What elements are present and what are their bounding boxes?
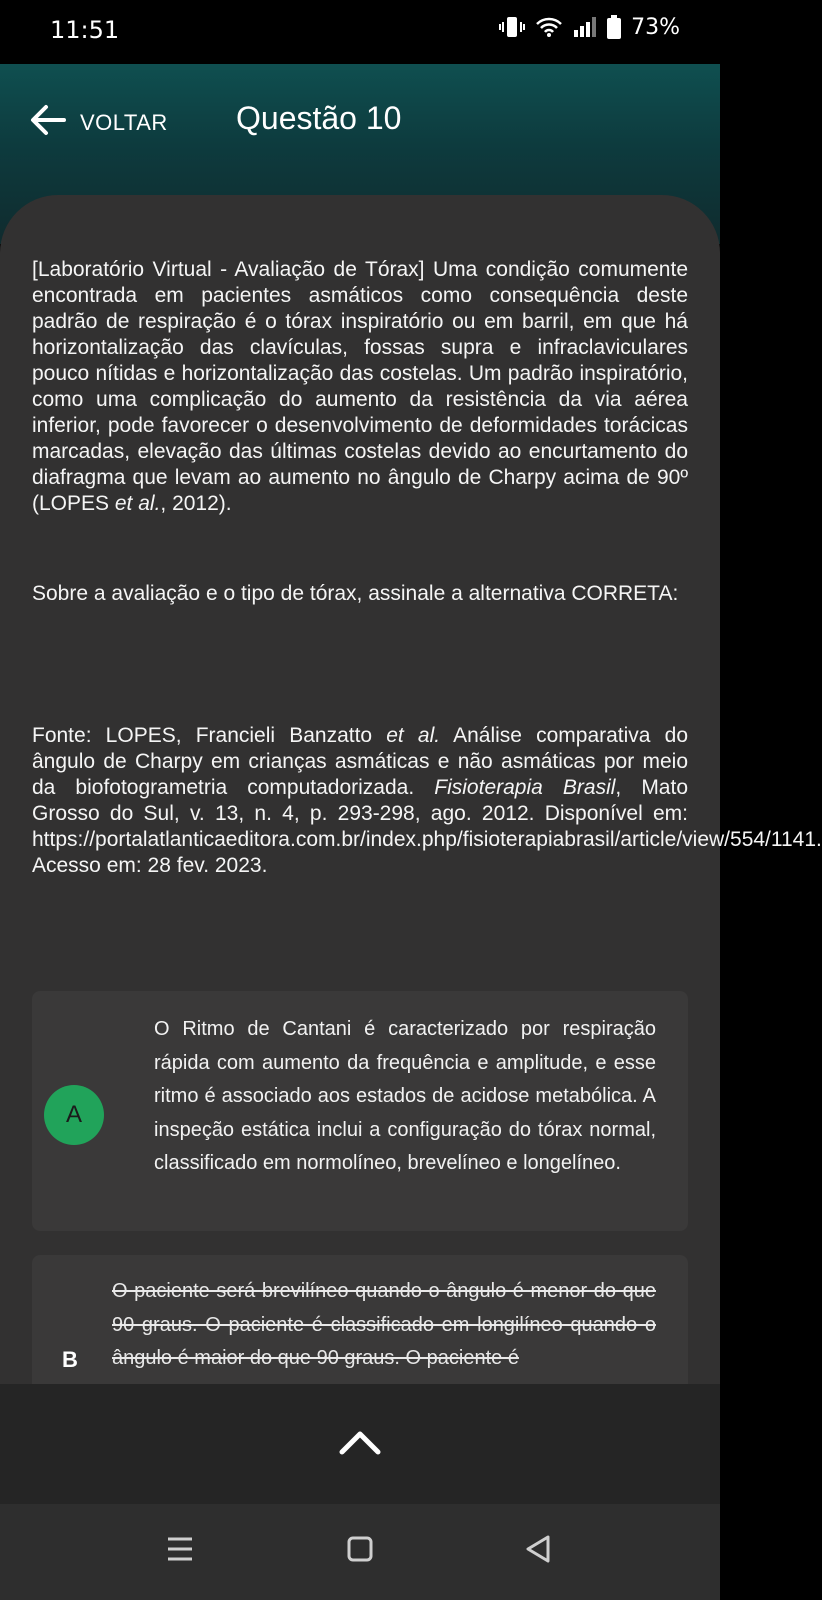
question-card xyxy=(0,195,822,1385)
menu-lines-icon[interactable] xyxy=(166,1534,194,1569)
option-a[interactable] xyxy=(32,991,688,1231)
question-source: Fonte: LOPES, Francieli Banzatto et al. Análise comparativa do ângulo de Charpy em crianças asmáticas e não asmáticas por meio da biofotogrametria computadorizada. Fisioterapia Brasil, Mato Grosso do Sul, v. 13, n. 4, p. 293-298, ago. 2012. Disponível em: https://portalatlanticaeditora.com.br/index.php/fisioterapiabrasil/article/view/554/1141. Acesso em: 28 fev. 2023. xyxy=(32,724,822,877)
status-bar xyxy=(0,0,720,64)
chevron-up-icon xyxy=(338,1428,382,1461)
back-label: VOLTAR xyxy=(80,109,168,135)
question-prompt: Sobre a avaliação e o tipo de tórax, assinale a alternativa CORRETA: xyxy=(32,582,679,605)
battery-icon xyxy=(607,15,621,39)
page-title: Questão 10 xyxy=(236,100,402,136)
option-b-text: O paciente será brevilíneo quando o ângulo é menor do que 90 graus. O paciente é classificado em longilíneo quando o ângulo é maior do que 90 graus. O paciente é xyxy=(112,1280,656,1369)
arrow-left-icon xyxy=(30,104,66,141)
wifi-icon xyxy=(535,16,563,38)
square-icon[interactable] xyxy=(346,1534,374,1569)
back-button[interactable] xyxy=(30,104,168,141)
battery-level: 73% xyxy=(631,14,680,40)
expand-panel-button[interactable] xyxy=(0,1384,720,1504)
question-statement: [Laboratório Virtual - Avaliação de Tórax] Uma condição comumente encontrada em pacientes asmáticos como consequência deste padrão de respiração é o tórax inspiratório ou em barril, em que há horizontalização das clavículas, fossas supra e infraclaviculares pouco nítidas e horizontalização das costelas. Um padrão inspiratório, como uma complicação do aumento da resistência da via aérea inferior, pode favorecer o desenvolvimento de deformidades torácicas marcadas, elevação das últimas costelas devido ao encurtamento do diafragma que levam ao aumento no ângulo de Charpy acima de 90º (LOPES et al., 2012). xyxy=(32,258,688,515)
status-icons xyxy=(499,14,680,40)
vibrate-icon xyxy=(499,14,525,40)
signal-icon xyxy=(573,16,597,38)
option-a-badge: A xyxy=(44,1085,104,1145)
system-nav-bar xyxy=(0,1504,720,1600)
triangle-left-icon[interactable] xyxy=(524,1534,552,1569)
option-a-text: O Ritmo de Cantani é caracterizado por respiração rápida com aumento da frequência e amplitude, e esse ritmo é associado aos estados de acidose metabólica. A inspeção estática inclui a configuração do tórax normal, classificado em normolíneo, brevelíneo e longelíneo. xyxy=(154,1018,656,1174)
status-time: 11:51 xyxy=(50,16,120,44)
option-b-letter: B xyxy=(62,1347,78,1372)
